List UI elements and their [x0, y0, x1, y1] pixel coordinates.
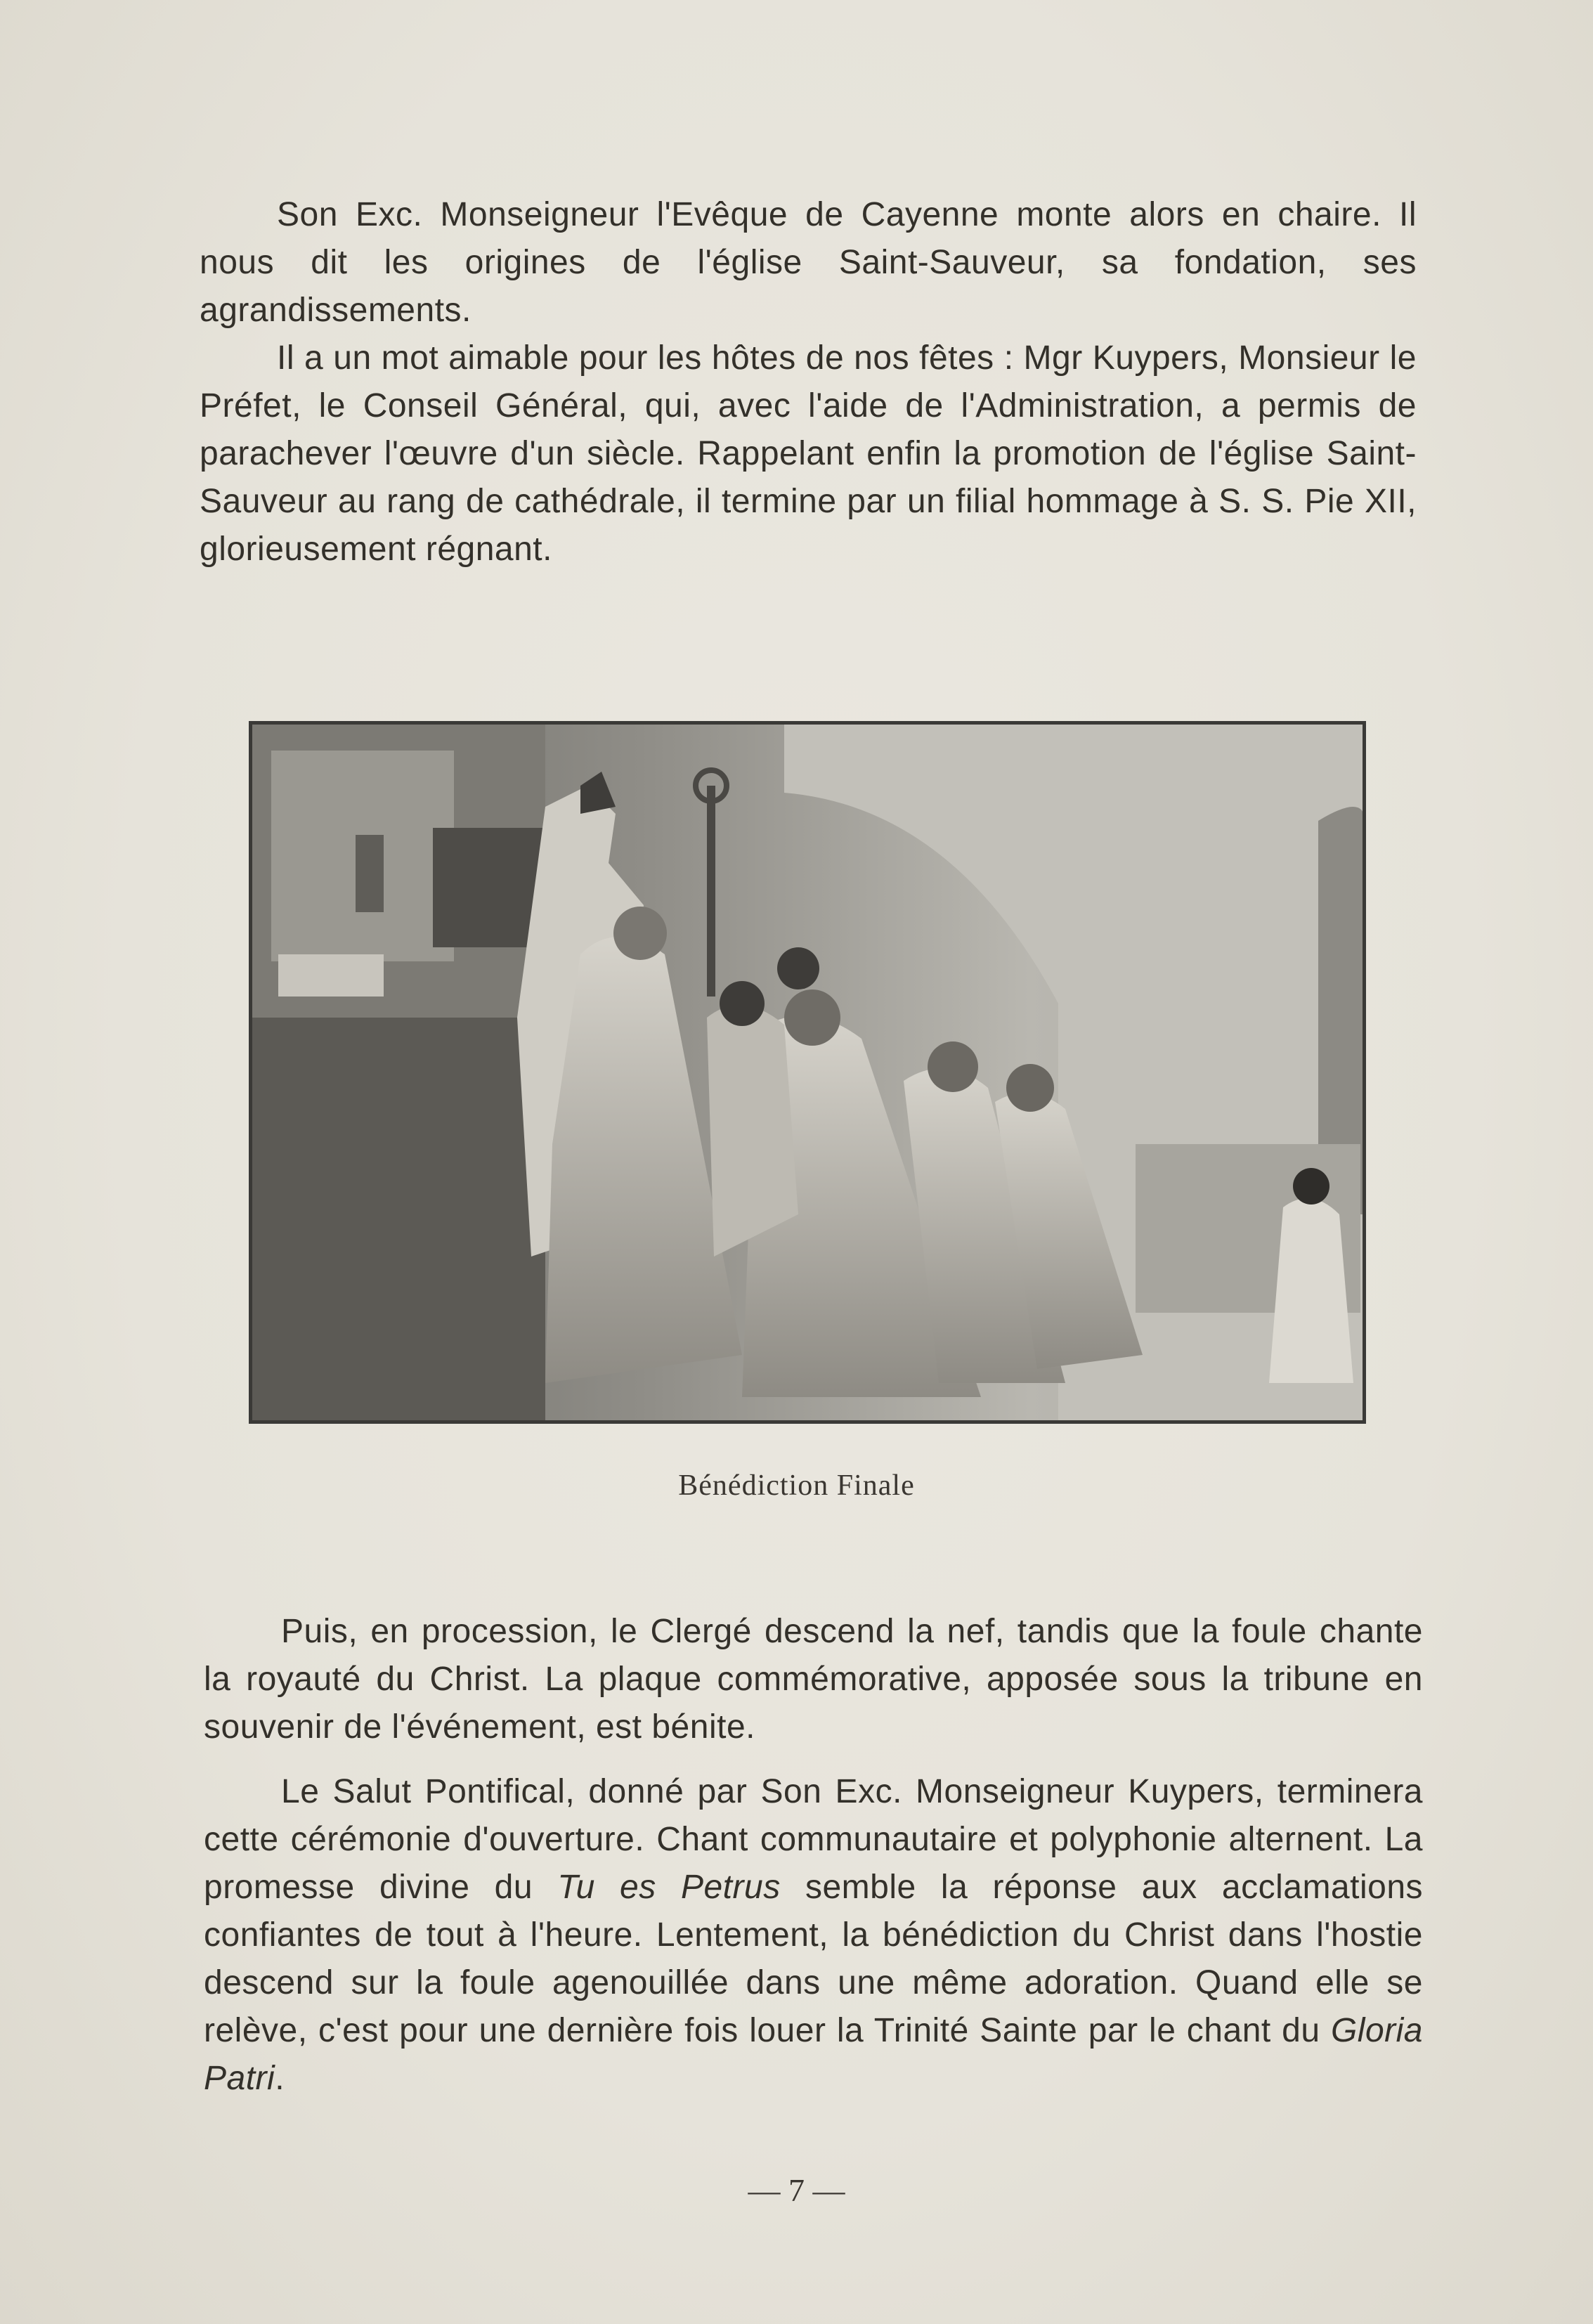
italic-term: Gloria Patri: [204, 2012, 1423, 2097]
text-run: .: [275, 2060, 285, 2097]
page-number: — 7 —: [748, 2172, 845, 2208]
paragraph: Puis, en procession, le Clergé descend la nef, tandis que la foule chante la royauté du Christ. La plaque commémorative, apposée sous la tribune en souvenir de l'événement, est bénite.: [204, 1613, 1423, 1746]
text-run: Le Salut Pontifical, donné par Son Exc. Monseigneur Kuypers, terminera cette cérémonie d'ouverture. Chant communautaire et polyphonie alternent. La promesse divine du: [204, 1773, 1423, 1906]
text-block-top: [200, 191, 1417, 573]
photo-caption: Bénédiction Finale: [678, 1469, 915, 1502]
text-run: semble la réponse aux acclamations confiantes de tout à l'heure. Lentement, la bénédiction du Christ dans l'hostie descend sur la foule agenouillée dans une même adoration. Quand elle se relève, c'est pour une dernière fois louer la Trinité Sainte par le chant du: [204, 1869, 1424, 2049]
text-block-bottom: [204, 1608, 1423, 2103]
photograph-benediction: [249, 721, 1366, 1424]
italic-term: Tu es Petrus: [557, 1869, 781, 1906]
photo-illustration: [250, 722, 1365, 1422]
paragraph: [204, 1768, 1423, 2103]
paragraph: Son Exc. Monseigneur l'Evêque de Cayenne monte alors en chaire. Il nous dit les origines de l'église Saint-Sauveur, sa fondation, ses agrandissements.: [200, 196, 1417, 329]
paragraph: Il a un mot aimable pour les hôtes de nos fêtes : Mgr Kuypers, Monsieur le Préfet, le Conseil Général, qui, avec l'aide de l'Administration, a permis de parachever l'œuvre d'un siècle. Rappelant enfin la promotion de l'église Saint-Sauveur au rang de cathédrale, il termine par un filial hommage à S. S. Pie XII, glorieusement régnant.: [200, 339, 1417, 568]
